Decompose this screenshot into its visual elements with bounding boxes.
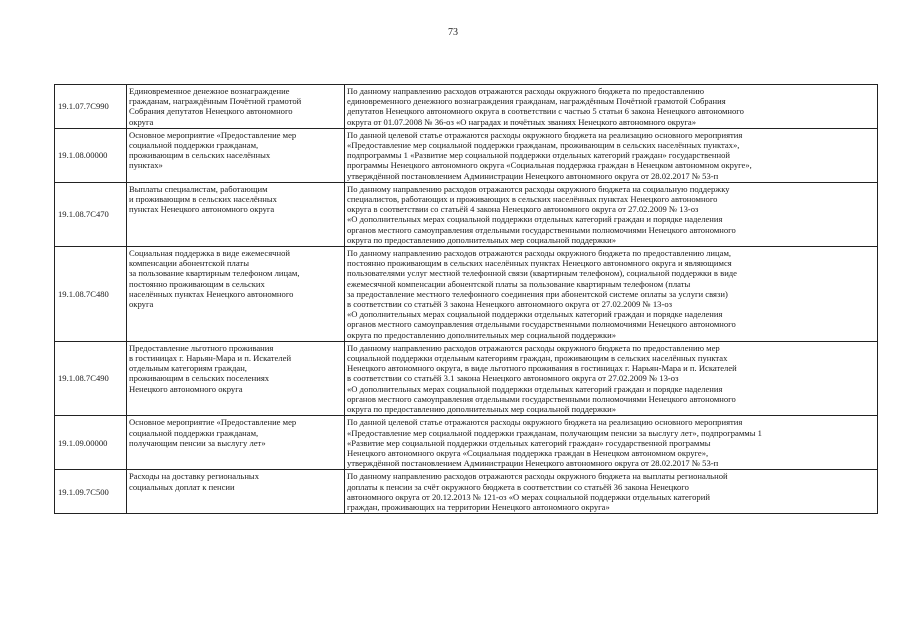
- table-body: [55, 85, 878, 514]
- description-line: Ненецкого автономного округа «Социальная поддержка граждан в Ненецком автономном округе»,: [347, 447, 709, 458]
- description-line: округа по предоставлению дополнительных мер социальной поддержки»: [347, 234, 617, 245]
- table-row: [55, 247, 878, 342]
- name-line: Собрания депутатов Ненецкого автономного: [129, 106, 293, 117]
- target-article-description: [345, 247, 878, 342]
- page-number: 73: [448, 27, 458, 38]
- target-article-name: [127, 182, 345, 246]
- target-article-code: 19.1.09.7С500: [55, 470, 127, 514]
- target-article-description: [345, 416, 878, 470]
- target-article-name: [127, 470, 345, 514]
- description-line: По данной целевой статье отражаются расходы окружного бюджета на реализацию основного мероприятия: [347, 129, 743, 140]
- description-line: органов местного самоуправления отдельными государственными полномочиями Ненецкого автономного: [347, 393, 736, 404]
- table-row: [55, 85, 878, 129]
- name-line: проживающим в сельских населённых: [129, 150, 271, 161]
- description-line: социальной поддержки отдельным категориям граждан, проживающим в сельских населённых пунктах: [347, 353, 728, 364]
- description-line: Ненецкого автономного округа, в виде льготного проживания в гостиницах г. Нарьян-Мара и п. Искателей: [347, 363, 737, 374]
- description-line: единовременного денежного вознаграждения гражданам, награждённым Почётной грамотой Собрания: [347, 96, 726, 107]
- description-line: специалистов, работающих и проживающих в сельских населённых пунктах Ненецкого автономного: [347, 194, 718, 205]
- target-article-name: [127, 128, 345, 182]
- name-line: постоянно проживающим в сельских: [129, 278, 265, 289]
- description-line: По данному направлению расходов отражаются расходы окружного бюджета по предоставлению мер: [347, 342, 720, 353]
- target-article-name: [127, 85, 345, 129]
- description-line: депутатов Ненецкого автономного округа в соответствии с частью 5 статьи 6 закона Ненецкого автономного: [347, 106, 744, 117]
- name-line: Единовременное денежное вознаграждение: [129, 86, 290, 96]
- description-line: округа по предоставлению дополнительных мер социальной поддержки»: [347, 404, 617, 415]
- description-line: утверждённой постановлением Администрации Ненецкого автономного округа от 28.02.2017 № 53-п: [347, 458, 719, 469]
- name-line: округа: [129, 299, 154, 310]
- target-article-description: [345, 85, 878, 129]
- description-line: программы Ненецкого автономного округа «Социальная поддержка граждан в Ненецком автономном округе»,: [347, 160, 752, 171]
- name-line: Выплаты специалистам, работающим: [129, 183, 268, 194]
- table-row: [55, 128, 878, 182]
- target-article-code: 19.1.08.7С480: [55, 247, 127, 342]
- description-line: ежемесячной компенсации абонентской платы за пользование квартирным телефоном (платы: [347, 278, 691, 289]
- description-line: «Предоставление мер социальной поддержки гражданам, проживающим в сельских населённых пунктах»,: [347, 140, 740, 151]
- name-line: Основное мероприятие «Предоставление мер: [129, 417, 297, 428]
- name-line: получающим пенсии за выслугу лет»: [129, 437, 266, 448]
- description-line: органов местного самоуправления отдельными государственными полномочиями Ненецкого автономного: [347, 224, 736, 235]
- description-line: за предоставление местного телефонного соединения при абонентской системе оплаты за услуги связи): [347, 288, 728, 299]
- description-line: округа по предоставлению дополнительных мер социальной поддержки»: [347, 329, 617, 340]
- description-line: По данному направлению расходов отражаются расходы окружного бюджета на социальную поддержку: [347, 183, 730, 194]
- name-line: в гостиницах г. Нарьян-Мара и п. Искателей: [129, 353, 292, 364]
- description-line: постоянно проживающим в сельских населённых пунктах Ненецкого автономного округа и являющимся: [347, 258, 732, 269]
- target-article-description: [345, 341, 878, 415]
- description-line: в соответствии со статьёй 3 закона Ненецкого автономного округа от 27.02.2009 № 13-оз: [347, 299, 673, 310]
- name-line: гражданам, награждённым Почётной грамотой: [129, 96, 302, 107]
- name-line: пунктах»: [129, 160, 163, 171]
- name-line: социальной поддержки гражданам,: [129, 140, 259, 151]
- target-article-name: [127, 416, 345, 470]
- description-line: округа в соответствии со статьёй 4 закона Ненецкого автономного округа от 27.02.2009 № 13-оз: [347, 204, 699, 215]
- name-line: Предоставление льготного проживания: [129, 342, 274, 353]
- description-line: органов местного самоуправления отдельными государственными полномочиями Ненецкого автономного: [347, 319, 736, 330]
- table-row: [55, 416, 878, 470]
- description-line: «О дополнительных мерах социальной поддержки отдельных категорий граждан и порядке наделения: [347, 214, 723, 225]
- name-line: пунктах Ненецкого автономного округа: [129, 204, 275, 215]
- name-line: социальных доплат к пенсии: [129, 481, 235, 492]
- name-line: компенсации абонентской платы: [129, 258, 249, 269]
- description-line: пользователями услуг местной телефонной связи (квартирным телефоном), социальной поддержки в виде: [347, 268, 737, 279]
- name-line: Социальная поддержка в виде ежемесячной: [129, 248, 290, 259]
- description-line: доплаты к пенсии за счёт окружного бюджета в соответствии со статьёй 36 закона Ненецкого: [347, 481, 689, 492]
- name-line: отдельным категориям граждан,: [129, 363, 247, 374]
- description-line: автономного округа от 20.12.2013 № 121-оз «О мерах социальной поддержки отдельных категорий: [347, 491, 710, 502]
- target-article-code: 19.1.08.7С470: [55, 182, 127, 246]
- target-article-code: 19.1.09.00000: [55, 416, 127, 470]
- description-line: утверждённой постановлением Администрации Ненецкого автономного округа от 28.02.2017 № 53-п: [347, 170, 719, 181]
- description-line: «Развитие мер социальной поддержки отдельных категорий граждан» государственной программы: [347, 437, 711, 448]
- description-line: «О дополнительных мерах социальной поддержки отдельных категорий граждан и порядке наделения: [347, 309, 723, 320]
- target-article-description: [345, 470, 878, 514]
- description-line: По данному направлению расходов отражаются расходы окружного бюджета по предоставлению: [347, 86, 704, 96]
- description-line: в соответствии со статьёй 3.1 закона Ненецкого автономного округа от 27.02.2009 № 13-оз: [347, 373, 679, 384]
- name-line: социальной поддержки гражданам,: [129, 427, 259, 438]
- name-line: Основное мероприятие «Предоставление мер: [129, 129, 297, 140]
- name-line: за пользование квартирным телефоном лицам,: [129, 268, 300, 279]
- target-article-name: [127, 247, 345, 342]
- description-line: По данному направлению расходов отражаются расходы окружного бюджета по предоставлению лицам,: [347, 248, 732, 259]
- table-row: [55, 341, 878, 415]
- target-article-description: [345, 182, 878, 246]
- target-article-code: 19.1.08.7С490: [55, 341, 127, 415]
- description-line: «Предоставление мер социальной поддержки гражданам, получающим пенсии за выслугу лет», подпрограммы 1: [347, 427, 762, 438]
- target-article-description: [345, 128, 878, 182]
- description-line: «О дополнительных мерах социальной поддержки отдельных категорий граждан и порядке наделения: [347, 383, 723, 394]
- target-article-code: 19.1.08.00000: [55, 128, 127, 182]
- table-row: [55, 470, 878, 514]
- name-line: и проживающим в сельских населённых: [129, 194, 277, 205]
- table-row: [55, 182, 878, 246]
- name-line: проживающим в сельских поселениях: [129, 373, 270, 384]
- target-article-name: [127, 341, 345, 415]
- description-line: округа от 01.07.2008 № 36-оз «О наградах и почётных званиях Ненецкого автономного округа»: [347, 116, 697, 127]
- name-line: округа: [129, 116, 154, 127]
- description-line: По данному направлению расходов отражаются расходы окружного бюджета на выплаты региональной: [347, 471, 728, 482]
- description-line: По данной целевой статье отражаются расходы окружного бюджета на реализацию основного мероприятия: [347, 417, 743, 428]
- target-article-code: 19.1.07.7С990: [55, 85, 127, 129]
- name-line: Расходы на доставку региональных: [129, 471, 259, 482]
- description-line: подпрограммы 1 «Развитие мер социальной поддержки отдельных категорий граждан» государственной: [347, 150, 731, 161]
- name-line: населённых пунктах Ненецкого автономного: [129, 288, 294, 299]
- description-line: граждан, проживающих на территории Ненецкого автономного округа»: [347, 501, 610, 512]
- name-line: Ненецкого автономного округа: [129, 383, 243, 394]
- budget-classification-table: [54, 84, 878, 514]
